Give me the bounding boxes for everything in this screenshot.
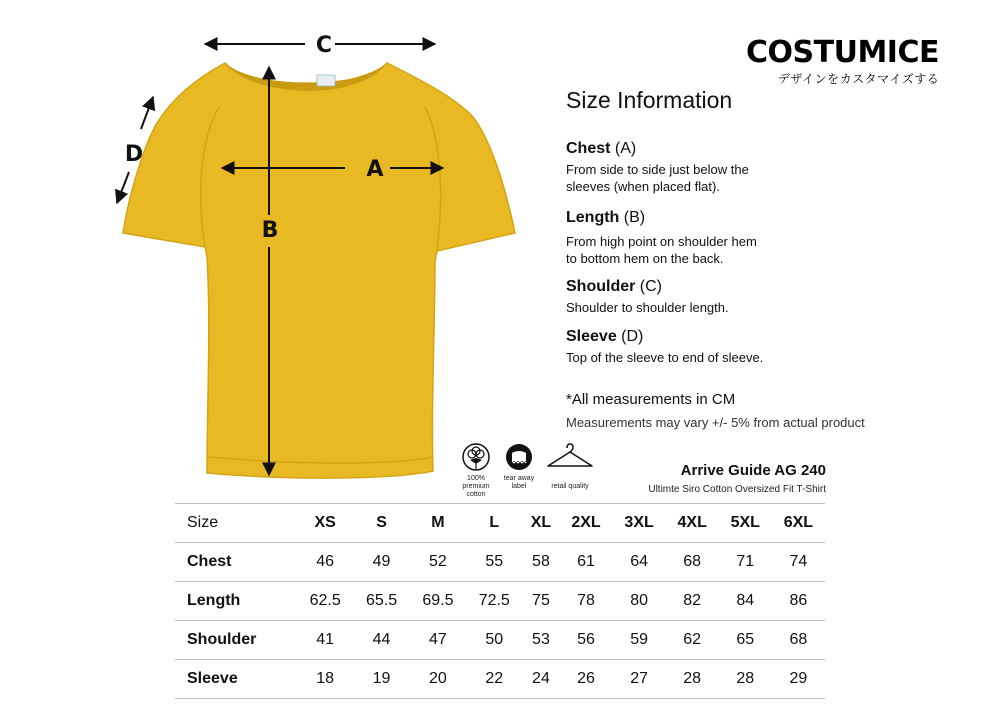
dimension-label-c: C — [315, 33, 333, 58]
size-header: 3XL — [613, 504, 666, 543]
size-header: 2XL — [559, 504, 612, 543]
table-cell: 46 — [297, 543, 353, 582]
table-cell: 58 — [522, 543, 559, 582]
section-heading: Chest (A) — [566, 140, 637, 157]
info-section-sleeve — [566, 327, 763, 366]
section-heading: Shoulder (C) — [566, 278, 663, 295]
tear-away-label-icon — [504, 442, 534, 472]
table-cell: 28 — [719, 660, 772, 699]
dimension-label-d: D — [124, 142, 144, 167]
table-cell: 62.5 — [297, 582, 353, 621]
table-cell: 52 — [410, 543, 466, 582]
table-cell: 59 — [613, 621, 666, 660]
neck-tag — [317, 75, 335, 86]
brand-tagline: デザインをカスタマイズする — [778, 72, 940, 86]
section-description: Shoulder to shoulder length. — [566, 300, 729, 315]
brand-logo: COSTUMICE — [746, 35, 939, 70]
table-cell: 47 — [410, 621, 466, 660]
info-section-chest — [566, 139, 749, 195]
table-cell: 49 — [353, 543, 409, 582]
product-name: Arrive Guide AG 240 — [680, 462, 826, 479]
row-label: Length — [175, 582, 297, 621]
info-section-length — [566, 208, 757, 267]
size-header: 4XL — [666, 504, 719, 543]
dimension-label-a: A — [366, 157, 384, 182]
table-cell: 62 — [666, 621, 719, 660]
table-cell: 65.5 — [353, 582, 409, 621]
size-info-title: Size Information — [566, 87, 733, 113]
table-cell: 26 — [559, 660, 612, 699]
table-cell: 72.5 — [466, 582, 522, 621]
table-cell: 18 — [297, 660, 353, 699]
table-cell: 82 — [666, 582, 719, 621]
section-description: Top of the sleeve to end of sleeve. — [566, 350, 764, 365]
tshirt-shape — [123, 63, 515, 478]
table-cell: 71 — [719, 543, 772, 582]
section-heading: Sleeve (D) — [566, 328, 644, 345]
table-cell: 56 — [559, 621, 612, 660]
section-description: From high point on shoulder hem to bottom hem on the back. — [566, 234, 757, 266]
hanger-icon — [545, 442, 595, 472]
size-chart-table — [175, 503, 825, 699]
tshirt-diagram — [95, 25, 545, 485]
measurement-variance-note: Measurements may vary +/- 5% from actual product — [566, 415, 865, 430]
table-cell: 27 — [613, 660, 666, 699]
info-section-shoulder — [566, 277, 729, 316]
table-cell: 24 — [522, 660, 559, 699]
table-cell: 75 — [522, 582, 559, 621]
table-cell: 20 — [410, 660, 466, 699]
row-label: Sleeve — [175, 660, 297, 699]
table-cell: 65 — [719, 621, 772, 660]
table-row-chest — [175, 543, 825, 582]
table-cell: 44 — [353, 621, 409, 660]
table-cell: 41 — [297, 621, 353, 660]
table-cell: 19 — [353, 660, 409, 699]
table-cell: 50 — [466, 621, 522, 660]
header-label: Size — [175, 504, 297, 543]
measurement-unit-note: *All measurements in CM — [566, 391, 736, 408]
cotton-icon — [461, 442, 491, 472]
table-cell: 55 — [466, 543, 522, 582]
size-header: XL — [522, 504, 559, 543]
table-cell: 86 — [772, 582, 825, 621]
table-cell: 84 — [719, 582, 772, 621]
section-description: From side to side just below the sleeves (when placed flat). — [566, 162, 749, 194]
size-header: M — [410, 504, 466, 543]
product-description: Ultimte Siro Cotton Oversized Fit T-Shirt — [648, 484, 826, 495]
size-header: 6XL — [772, 504, 825, 543]
table-cell: 68 — [666, 543, 719, 582]
table-header-row — [175, 504, 825, 543]
feature-tear-away-label: tear away label — [499, 442, 539, 491]
row-label: Shoulder — [175, 621, 297, 660]
table-cell: 29 — [772, 660, 825, 699]
table-cell: 64 — [613, 543, 666, 582]
table-cell: 74 — [772, 543, 825, 582]
size-header: 5XL — [719, 504, 772, 543]
table-cell: 69.5 — [410, 582, 466, 621]
table-row-length — [175, 582, 825, 621]
feature-retail-quality: retail quality — [540, 442, 600, 491]
feature-cotton: 100% premium cotton — [456, 442, 496, 499]
table-row-sleeve — [175, 660, 825, 699]
table-cell: 22 — [466, 660, 522, 699]
dimension-label-b: B — [261, 218, 279, 243]
table-cell: 68 — [772, 621, 825, 660]
table-cell: 80 — [613, 582, 666, 621]
table-cell: 53 — [522, 621, 559, 660]
table-cell: 78 — [559, 582, 612, 621]
row-label: Chest — [175, 543, 297, 582]
table-cell: 61 — [559, 543, 612, 582]
size-header: S — [353, 504, 409, 543]
section-heading: Length (B) — [566, 209, 646, 226]
table-cell: 28 — [666, 660, 719, 699]
size-header: L — [466, 504, 522, 543]
size-header: XS — [297, 504, 353, 543]
table-row-shoulder — [175, 621, 825, 660]
